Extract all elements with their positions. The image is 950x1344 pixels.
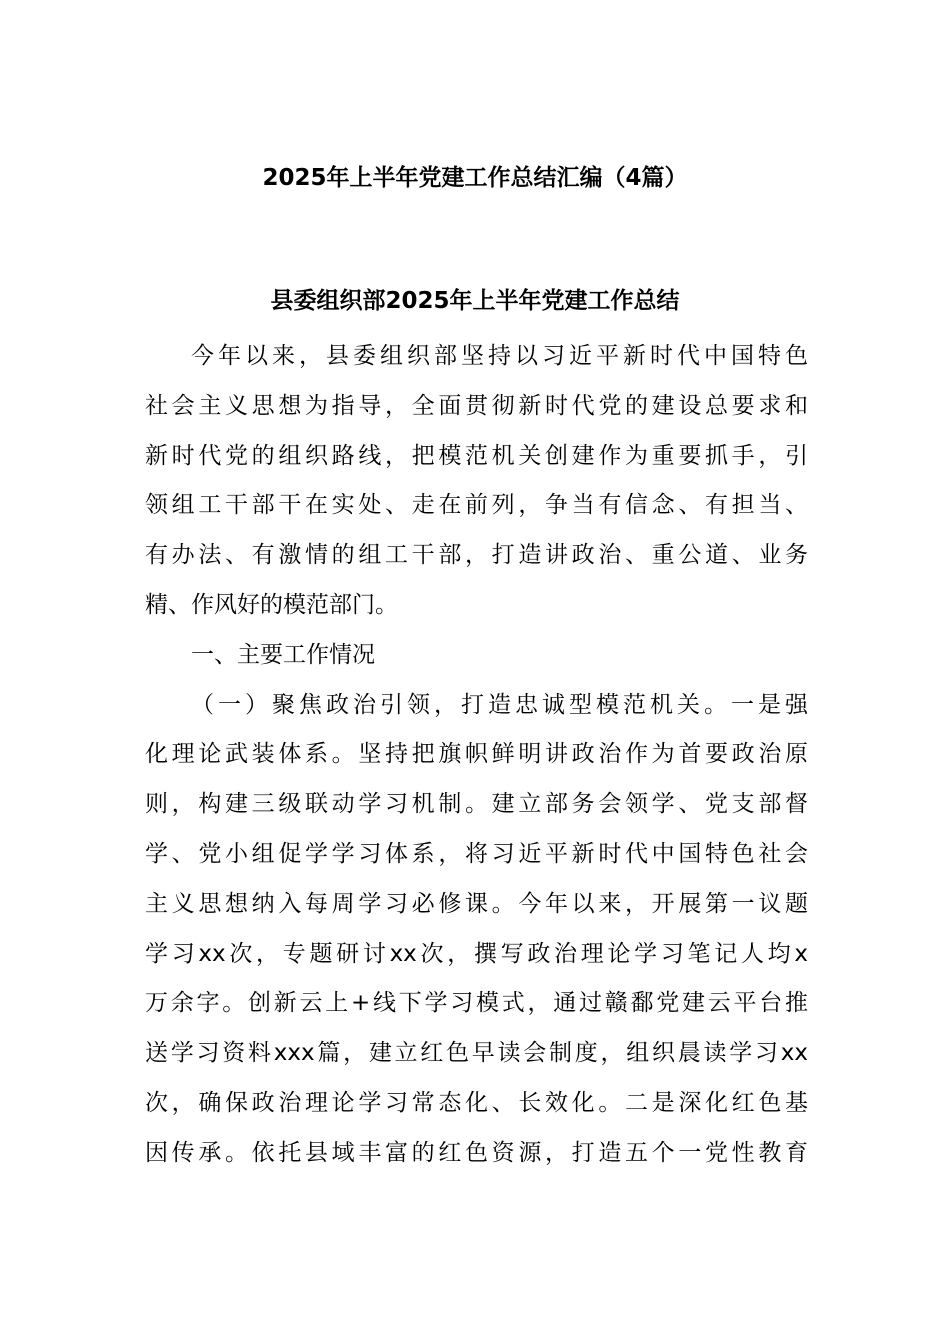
text-line: 社会主义思想为指导，全面贯彻新时代党的建设总要求和 (145, 392, 808, 419)
text-line: 学、党小组促学学习体系，将习近平新时代中国特色社会 (145, 840, 808, 867)
text-line: 则，构建三级联动学习机制。建立部务会领学、党支部督 (145, 791, 808, 818)
text-line: 学习xx次，专题研讨xx次，撰写政治理论学习笔记人均x (145, 940, 808, 967)
text-line: 万余字。创新云上+线下学习模式，通过赣鄱党建云平台推 (145, 990, 808, 1017)
text-line: 主义思想纳入每周学习必修课。今年以来，开展第一议题 (145, 890, 808, 917)
text-line: 领组工干部干在实处、走在前列，争当有信念、有担当、 (145, 492, 808, 519)
document-body (145, 332, 808, 1179)
text-line: 送学习资料xxx篇，建立红色早读会制度，组织晨读学习xx (145, 1040, 808, 1067)
text-line: 精、作风好的模范部门。 (145, 591, 398, 618)
text-line: 有办法、有激情的组工干部，打造讲政治、重公道、业务 (145, 542, 808, 569)
text-line: （一）聚焦政治引领，打造忠诚型模范机关。一是强 (191, 691, 808, 718)
text-line: 化理论武装体系。坚持把旗帜鲜明讲政治作为首要政治原 (145, 741, 808, 768)
text-line: 今年以来，县委组织部坚持以习近平新时代中国特色 (191, 343, 808, 369)
heading-text: 一、主要工作情况 (191, 641, 375, 668)
document-title: 2025年上半年党建工作总结汇编（4篇） (262, 165, 688, 191)
text-line: 次，确保政治理论学习常态化、长效化。二是深化红色基 (145, 1089, 808, 1116)
text-line: 因传承。依托县域丰富的红色资源，打造五个一党性教育 (145, 1139, 808, 1166)
section-title: 县委组织部2025年上半年党建工作总结 (270, 288, 680, 314)
text-line: 新时代党的组织路线，把模范机关创建作为重要抓手，引 (145, 442, 808, 469)
paragraph-political-guidance (145, 681, 808, 1179)
heading-main-work (145, 631, 808, 681)
paragraph-intro (145, 332, 808, 631)
